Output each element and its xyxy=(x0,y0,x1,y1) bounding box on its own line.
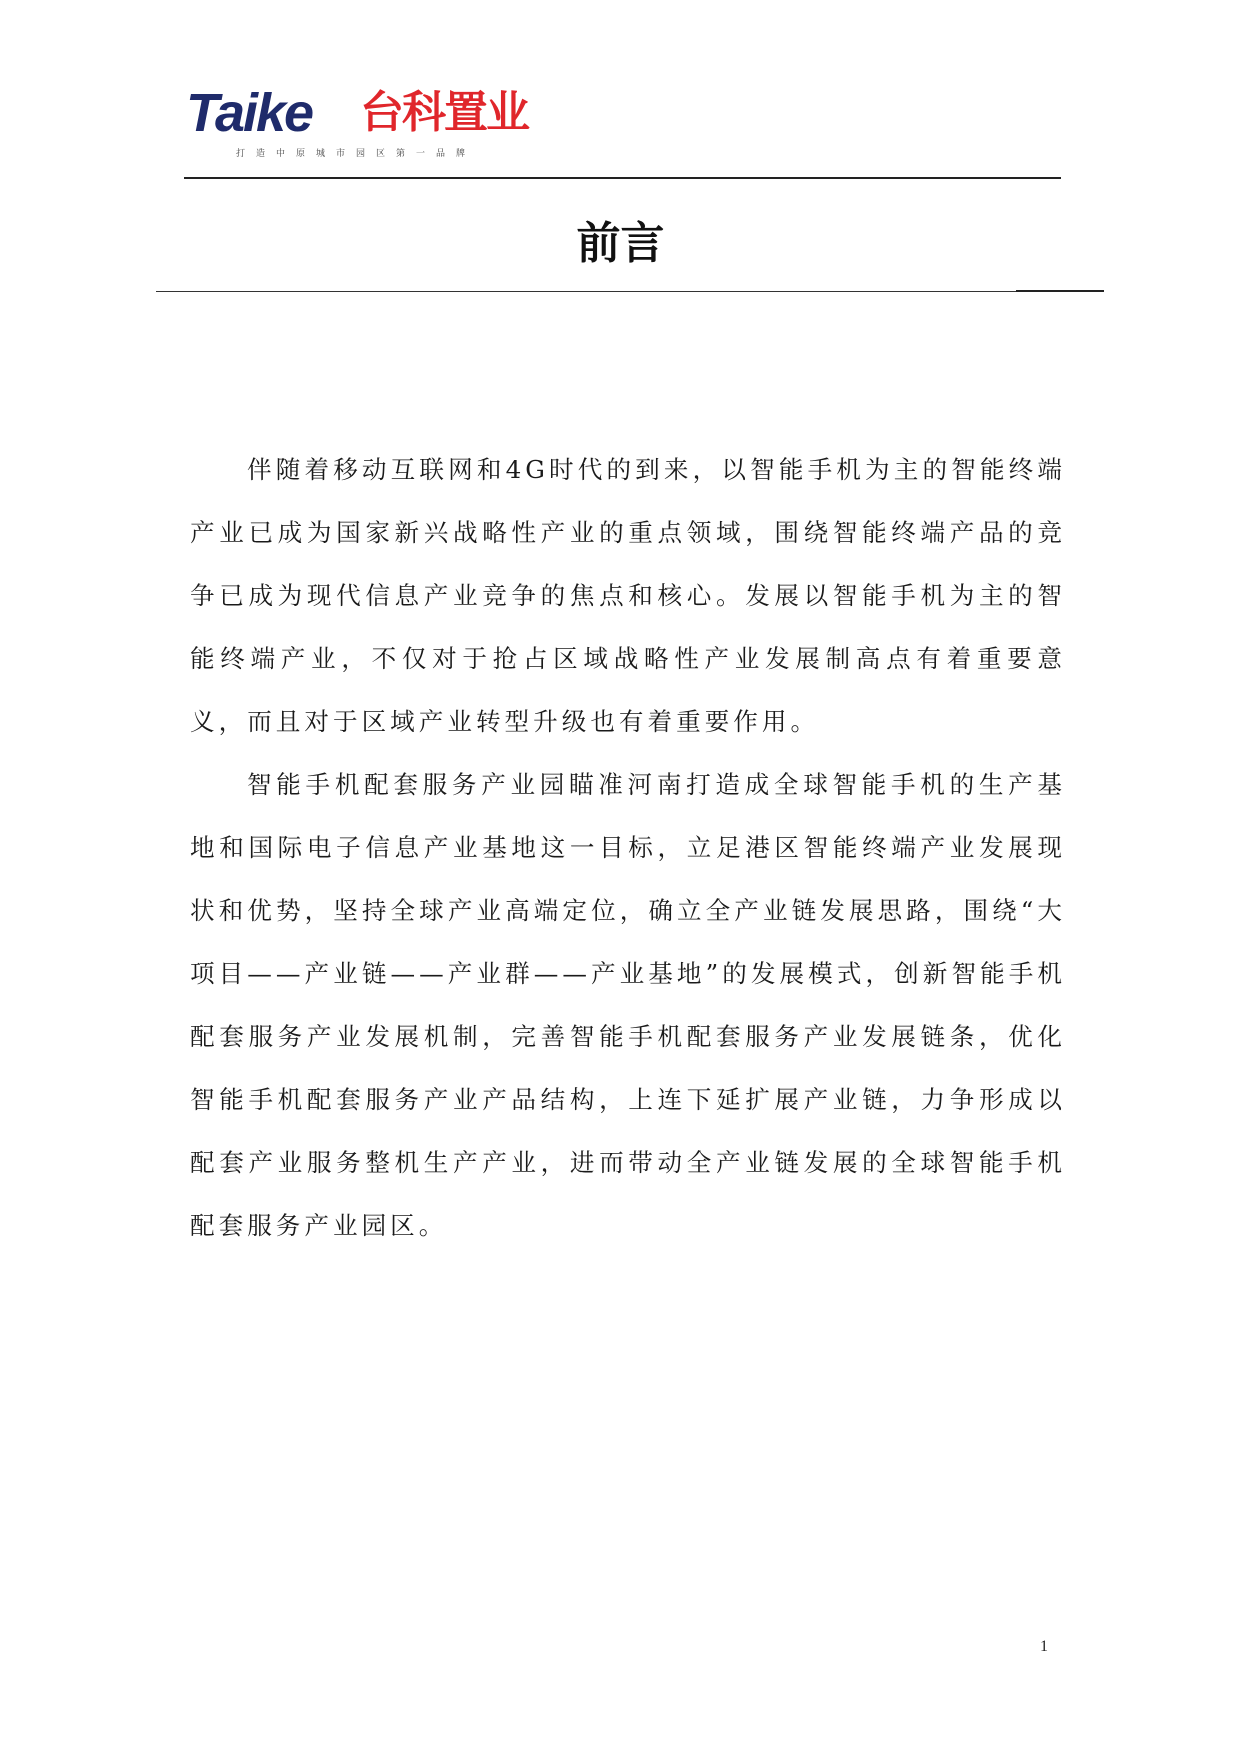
logo-chinese-text: 台科置业 xyxy=(360,87,528,138)
logo-slogan: 打造中原城市园区第一品牌 xyxy=(236,149,477,159)
paragraph: 智能手机配套服务产业园瞄准河南打造成全球智能手机的生产基地和国际电子信息产业基地这一目标，立足港区智能终端产业发展现状和优势，坚持全球产业高端定位，确立全产业链发展思路，围绕“大项目——产业链——产业群——产业基地”的发展模式，创新智能手机配套服务产业发展机制，完善智能手机配套服务产业发展链条，优化智能手机配套服务产业产品结构，上连下延扩展产业链，力争形成以配套产业服务整机生产产业，进而带动全产业链发展的全球智能手机配套服务产业园区。 xyxy=(190,770,1066,1240)
title-divider-accent xyxy=(1016,290,1104,292)
page-title: 前言 xyxy=(576,218,665,269)
logo-latin-text: Taike xyxy=(186,83,313,143)
header-divider xyxy=(184,177,1061,179)
page-number: 1 xyxy=(1040,1638,1048,1655)
company-logo xyxy=(186,80,546,160)
paragraph: 伴随着移动互联网和4G时代的到来，以智能手机为主的智能终端产业已成为国家新兴战略性产业的重点领域，围绕智能终端产品的竞争已成为现代信息产业竞争的焦点和核心。发展以智能手机为主的智能终端产业，不仅对于抢占区域战略性产业发展制高点有着重要意义，而且对于区域产业转型升级也有着重要作用。 xyxy=(190,455,1066,736)
title-divider xyxy=(156,291,1104,292)
body-text xyxy=(190,438,1066,1257)
